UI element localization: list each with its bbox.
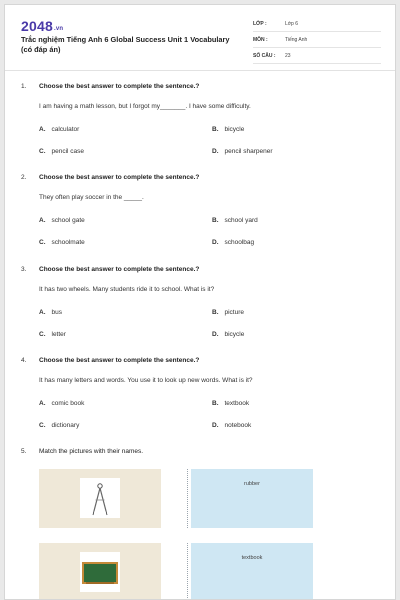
option-text: dictionary: [51, 422, 80, 429]
word-card-textbook[interactable]: [191, 543, 313, 600]
option-letter: D.: [212, 422, 219, 429]
blackboard-icon: [80, 552, 120, 592]
option-text: picture: [224, 309, 245, 316]
word-card-rubber[interactable]: [191, 469, 313, 528]
option-b[interactable]: [212, 217, 258, 224]
option-letter: B.: [212, 126, 219, 133]
option-letter: D.: [212, 148, 219, 155]
option-letter: B.: [212, 309, 219, 316]
option-letter: C.: [39, 422, 46, 429]
meta-row-class: [253, 18, 381, 32]
question-1: [21, 83, 381, 168]
option-a[interactable]: [39, 309, 62, 316]
question-heading: Choose the best answer to complete the sentence.?: [39, 174, 200, 181]
question-heading: Choose the best answer to complete the sentence.?: [39, 83, 200, 90]
option-letter: B.: [212, 400, 219, 407]
option-a[interactable]: [39, 400, 84, 407]
option-text: bicycle: [224, 126, 245, 133]
question-heading: Choose the best answer to complete the sentence.?: [39, 357, 200, 364]
question-text: It has many letters and words. You use it to look up new words. What is it?: [39, 377, 253, 384]
compass-icon: [80, 478, 120, 518]
logo-text: 2048: [21, 18, 53, 34]
option-text: pencil sharpener: [224, 148, 273, 155]
question-number: 2.: [21, 174, 27, 181]
question-heading: Choose the best answer to complete the sentence.?: [39, 266, 200, 273]
option-b[interactable]: [212, 400, 249, 407]
question-3: [21, 266, 381, 351]
option-letter: B.: [212, 217, 219, 224]
worksheet-header: [5, 5, 395, 71]
question-5: [21, 448, 381, 600]
option-c[interactable]: [39, 331, 66, 338]
option-c[interactable]: [39, 239, 85, 246]
option-b[interactable]: [212, 126, 244, 133]
meta-value: Lớp 6: [285, 21, 299, 27]
meta-label: MÔN :: [253, 37, 268, 43]
match-connector: [187, 469, 188, 528]
picture-card-blackboard[interactable]: [39, 543, 161, 600]
option-text: bus: [51, 309, 62, 316]
option-letter: D.: [212, 239, 219, 246]
question-number: 3.: [21, 266, 27, 273]
meta-label: LỚP :: [253, 21, 267, 27]
option-letter: C.: [39, 148, 46, 155]
option-b[interactable]: [212, 309, 244, 316]
picture-card-compass[interactable]: [39, 469, 161, 528]
option-d[interactable]: [212, 148, 273, 155]
option-letter: D.: [212, 331, 219, 338]
match-word: textbook: [241, 555, 263, 561]
option-text: textbook: [224, 400, 250, 407]
option-a[interactable]: [39, 217, 85, 224]
match-word: rubber: [244, 481, 260, 487]
meta-value: Tiếng Anh: [285, 37, 308, 43]
option-text: school gate: [51, 217, 85, 224]
question-number: 4.: [21, 357, 27, 364]
meta-value: 23: [285, 53, 291, 59]
option-text: schoolmate: [51, 239, 85, 246]
match-connector: [187, 543, 188, 600]
option-text: calculator: [51, 126, 80, 133]
option-letter: C.: [39, 239, 46, 246]
meta-row-count: [253, 50, 381, 64]
question-4: [21, 357, 381, 442]
option-text: schoolbag: [224, 239, 255, 246]
option-d[interactable]: [212, 422, 251, 429]
option-text: bicycle: [224, 331, 245, 338]
question-number: 5.: [21, 448, 27, 455]
option-text: notebook: [224, 422, 252, 429]
option-letter: A.: [39, 126, 46, 133]
question-text: They often play soccer in the _____.: [39, 194, 144, 201]
option-d[interactable]: [212, 331, 244, 338]
worksheet-title: Trắc nghiệm Tiếng Anh 6 Global Success Unit 1 Vocabulary (có đáp án): [21, 35, 230, 54]
meta-info: [253, 18, 381, 66]
meta-row-subject: [253, 34, 381, 48]
option-text: letter: [51, 331, 66, 338]
logo[interactable]: [21, 18, 63, 34]
option-c[interactable]: [39, 422, 79, 429]
option-text: school yard: [224, 217, 258, 224]
question-heading: Match the pictures with their names.: [39, 448, 144, 455]
option-text: comic book: [51, 400, 85, 407]
option-c[interactable]: [39, 148, 84, 155]
option-letter: C.: [39, 331, 46, 338]
question-number: 1.: [21, 83, 27, 90]
question-text: It has two wheels. Many students ride it to school. What is it?: [39, 286, 215, 293]
logo-suffix: .vn: [53, 26, 64, 32]
option-a[interactable]: [39, 126, 79, 133]
worksheet: [4, 4, 396, 600]
question-2: [21, 174, 381, 259]
meta-label: SỐ CÂU :: [253, 53, 276, 59]
option-letter: A.: [39, 217, 46, 224]
option-d[interactable]: [212, 239, 254, 246]
question-text: I am having a math lesson, but I forgot my_______. I have some difficulty.: [39, 103, 251, 110]
option-text: pencil case: [51, 148, 85, 155]
option-letter: A.: [39, 400, 46, 407]
option-letter: A.: [39, 309, 46, 316]
